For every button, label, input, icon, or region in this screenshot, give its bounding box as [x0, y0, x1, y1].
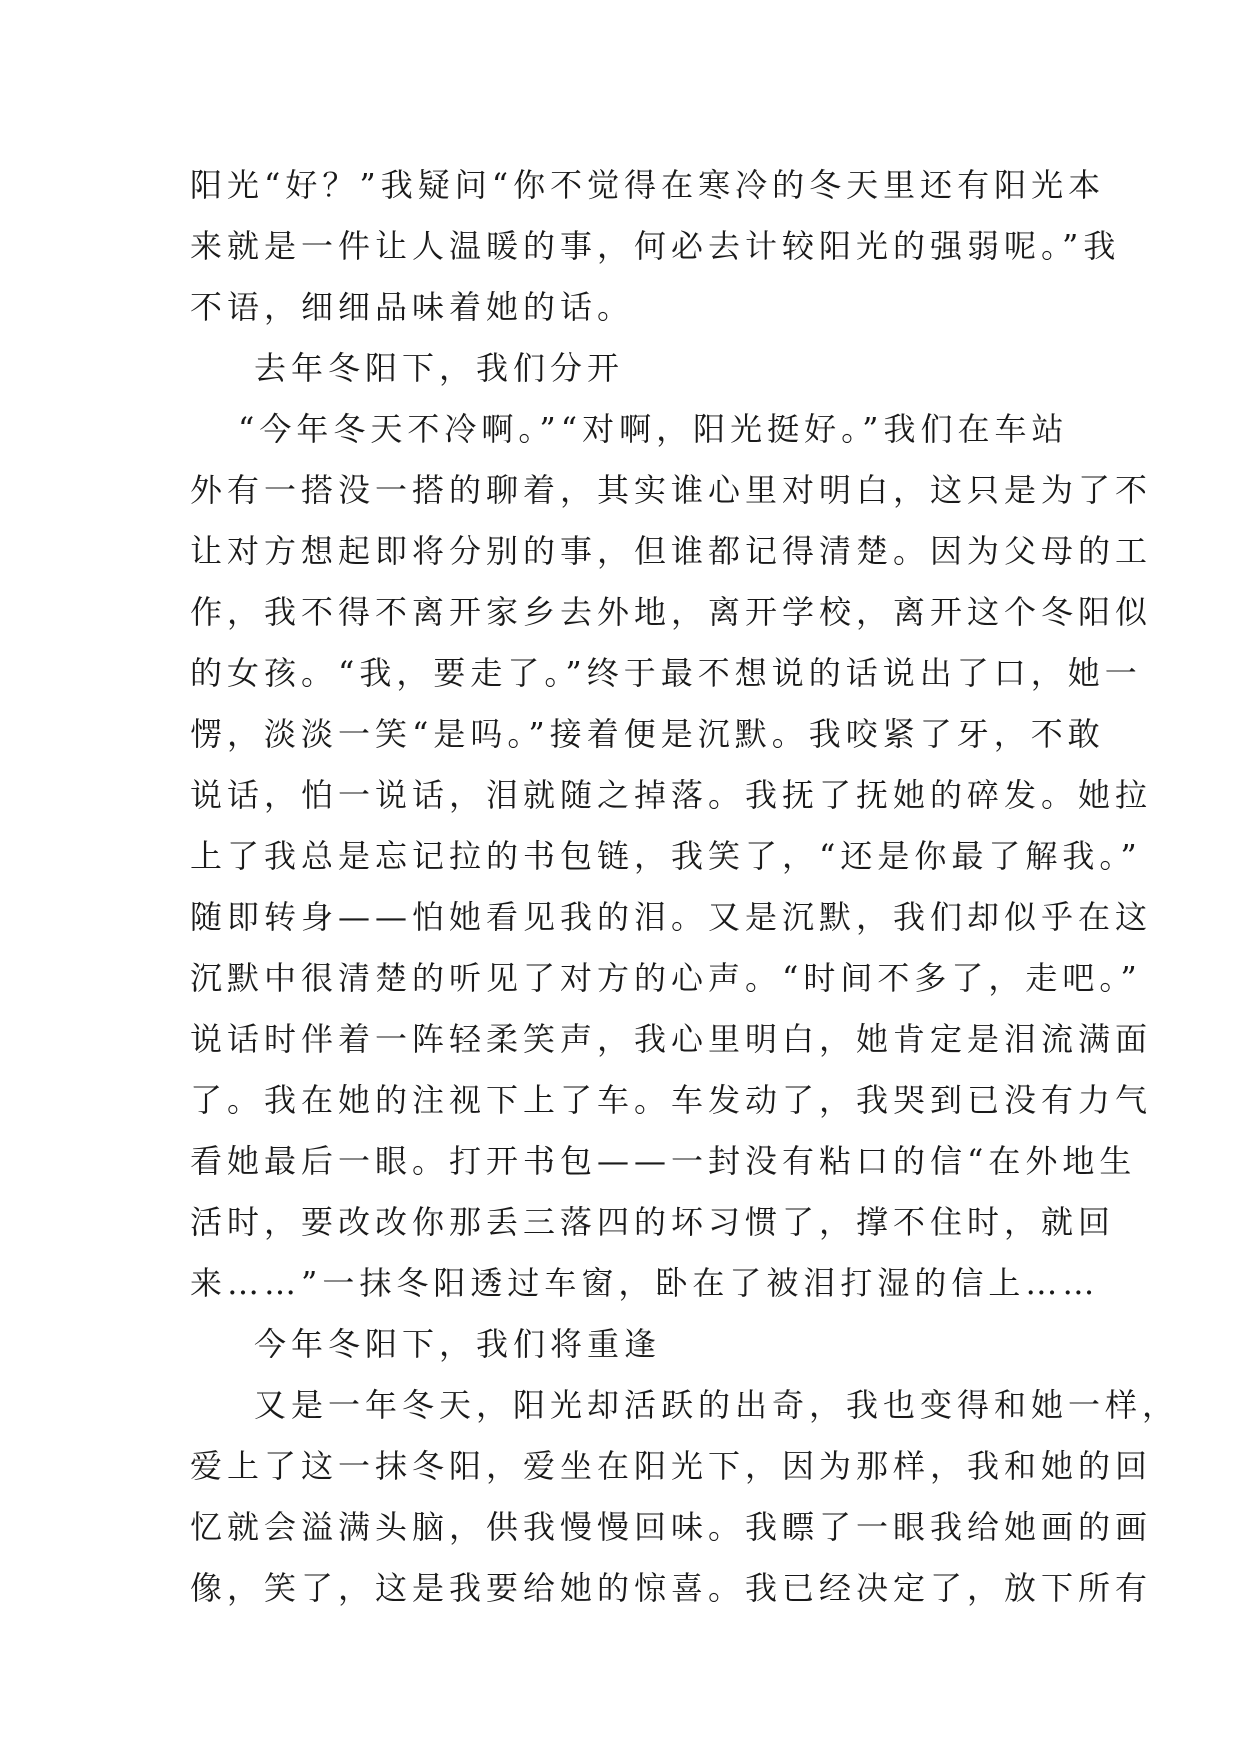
text-line-5: “今年冬天不冷啊。”“对啊，阳光挺好。”我们在车站: [238, 410, 1069, 448]
text-line-11: 说话，怕一说话，泪就随之掉落。我抚了抚她的碎发。她拉: [190, 776, 1153, 814]
text-line-3: 不语，细细品味着她的话。: [190, 288, 635, 326]
text-line-24: 像，笑了，这是我要给她的惊喜。我已经决定了，放下所有: [190, 1569, 1153, 1607]
text-line-9: 的女孩。“我，要走了。”终于最不想说的话说出了口，她一: [190, 654, 1142, 692]
text-line-17: 看她最后一眼。打开书包——一封没有粘口的信“在外地生: [190, 1142, 1137, 1180]
section-heading-last-winter: 去年冬阳下，我们分开: [254, 349, 625, 387]
text-line-8: 作，我不得不离开家乡去外地，离开学校，离开这个冬阳似: [190, 593, 1153, 631]
text-line-2: 来就是一件让人温暖的事，何必去计较阳光的强弱呢。”我: [190, 227, 1121, 265]
text-line-1: 阳光“好？”我疑问“你不觉得在寒冷的冬天里还有阳光本: [190, 166, 1106, 204]
text-line-22: 爱上了这一抹冬阳，爱坐在阳光下，因为那样，我和她的回: [190, 1447, 1153, 1485]
text-line-6: 外有一搭没一搭的聊着，其实谁心里对明白，这只是为了不: [190, 471, 1153, 509]
body-text: [190, 155, 1180, 1619]
section-heading-this-winter: 今年冬阳下，我们将重逢: [254, 1325, 662, 1363]
text-line-23: 忆就会溢满头脑，供我慢慢回味。我瞟了一眼我给她画的画: [190, 1508, 1153, 1546]
text-line-12: 上了我总是忘记拉的书包链，我笑了，“还是你最了解我。”: [190, 837, 1142, 875]
text-line-16: 了。我在她的注视下上了车。车发动了，我哭到已没有力气: [190, 1081, 1153, 1119]
text-line-19: 来……”一抹冬阳透过车窗，卧在了被泪打湿的信上……: [190, 1264, 1100, 1302]
text-line-15: 说话时伴着一阵轻柔笑声，我心里明白，她肯定是泪流满面: [190, 1020, 1153, 1058]
text-line-13: 随即转身——怕她看见我的泪。又是沉默，我们却似乎在这: [190, 898, 1153, 936]
text-line-7: 让对方想起即将分别的事，但谁都记得清楚。因为父母的工: [190, 532, 1153, 570]
text-line-18: 活时，要改改你那丢三落四的坏习惯了，撑不住时，就回: [190, 1203, 1116, 1241]
text-line-21: 又是一年冬天，阳光却活跃的出奇，我也变得和她一样，: [254, 1386, 1180, 1424]
text-line-14: 沉默中很清楚的听见了对方的心声。“时间不多了，走吧。”: [190, 959, 1142, 997]
text-line-10: 愣，淡淡一笑“是吗。”接着便是沉默。我咬紧了牙，不敢: [190, 715, 1105, 753]
